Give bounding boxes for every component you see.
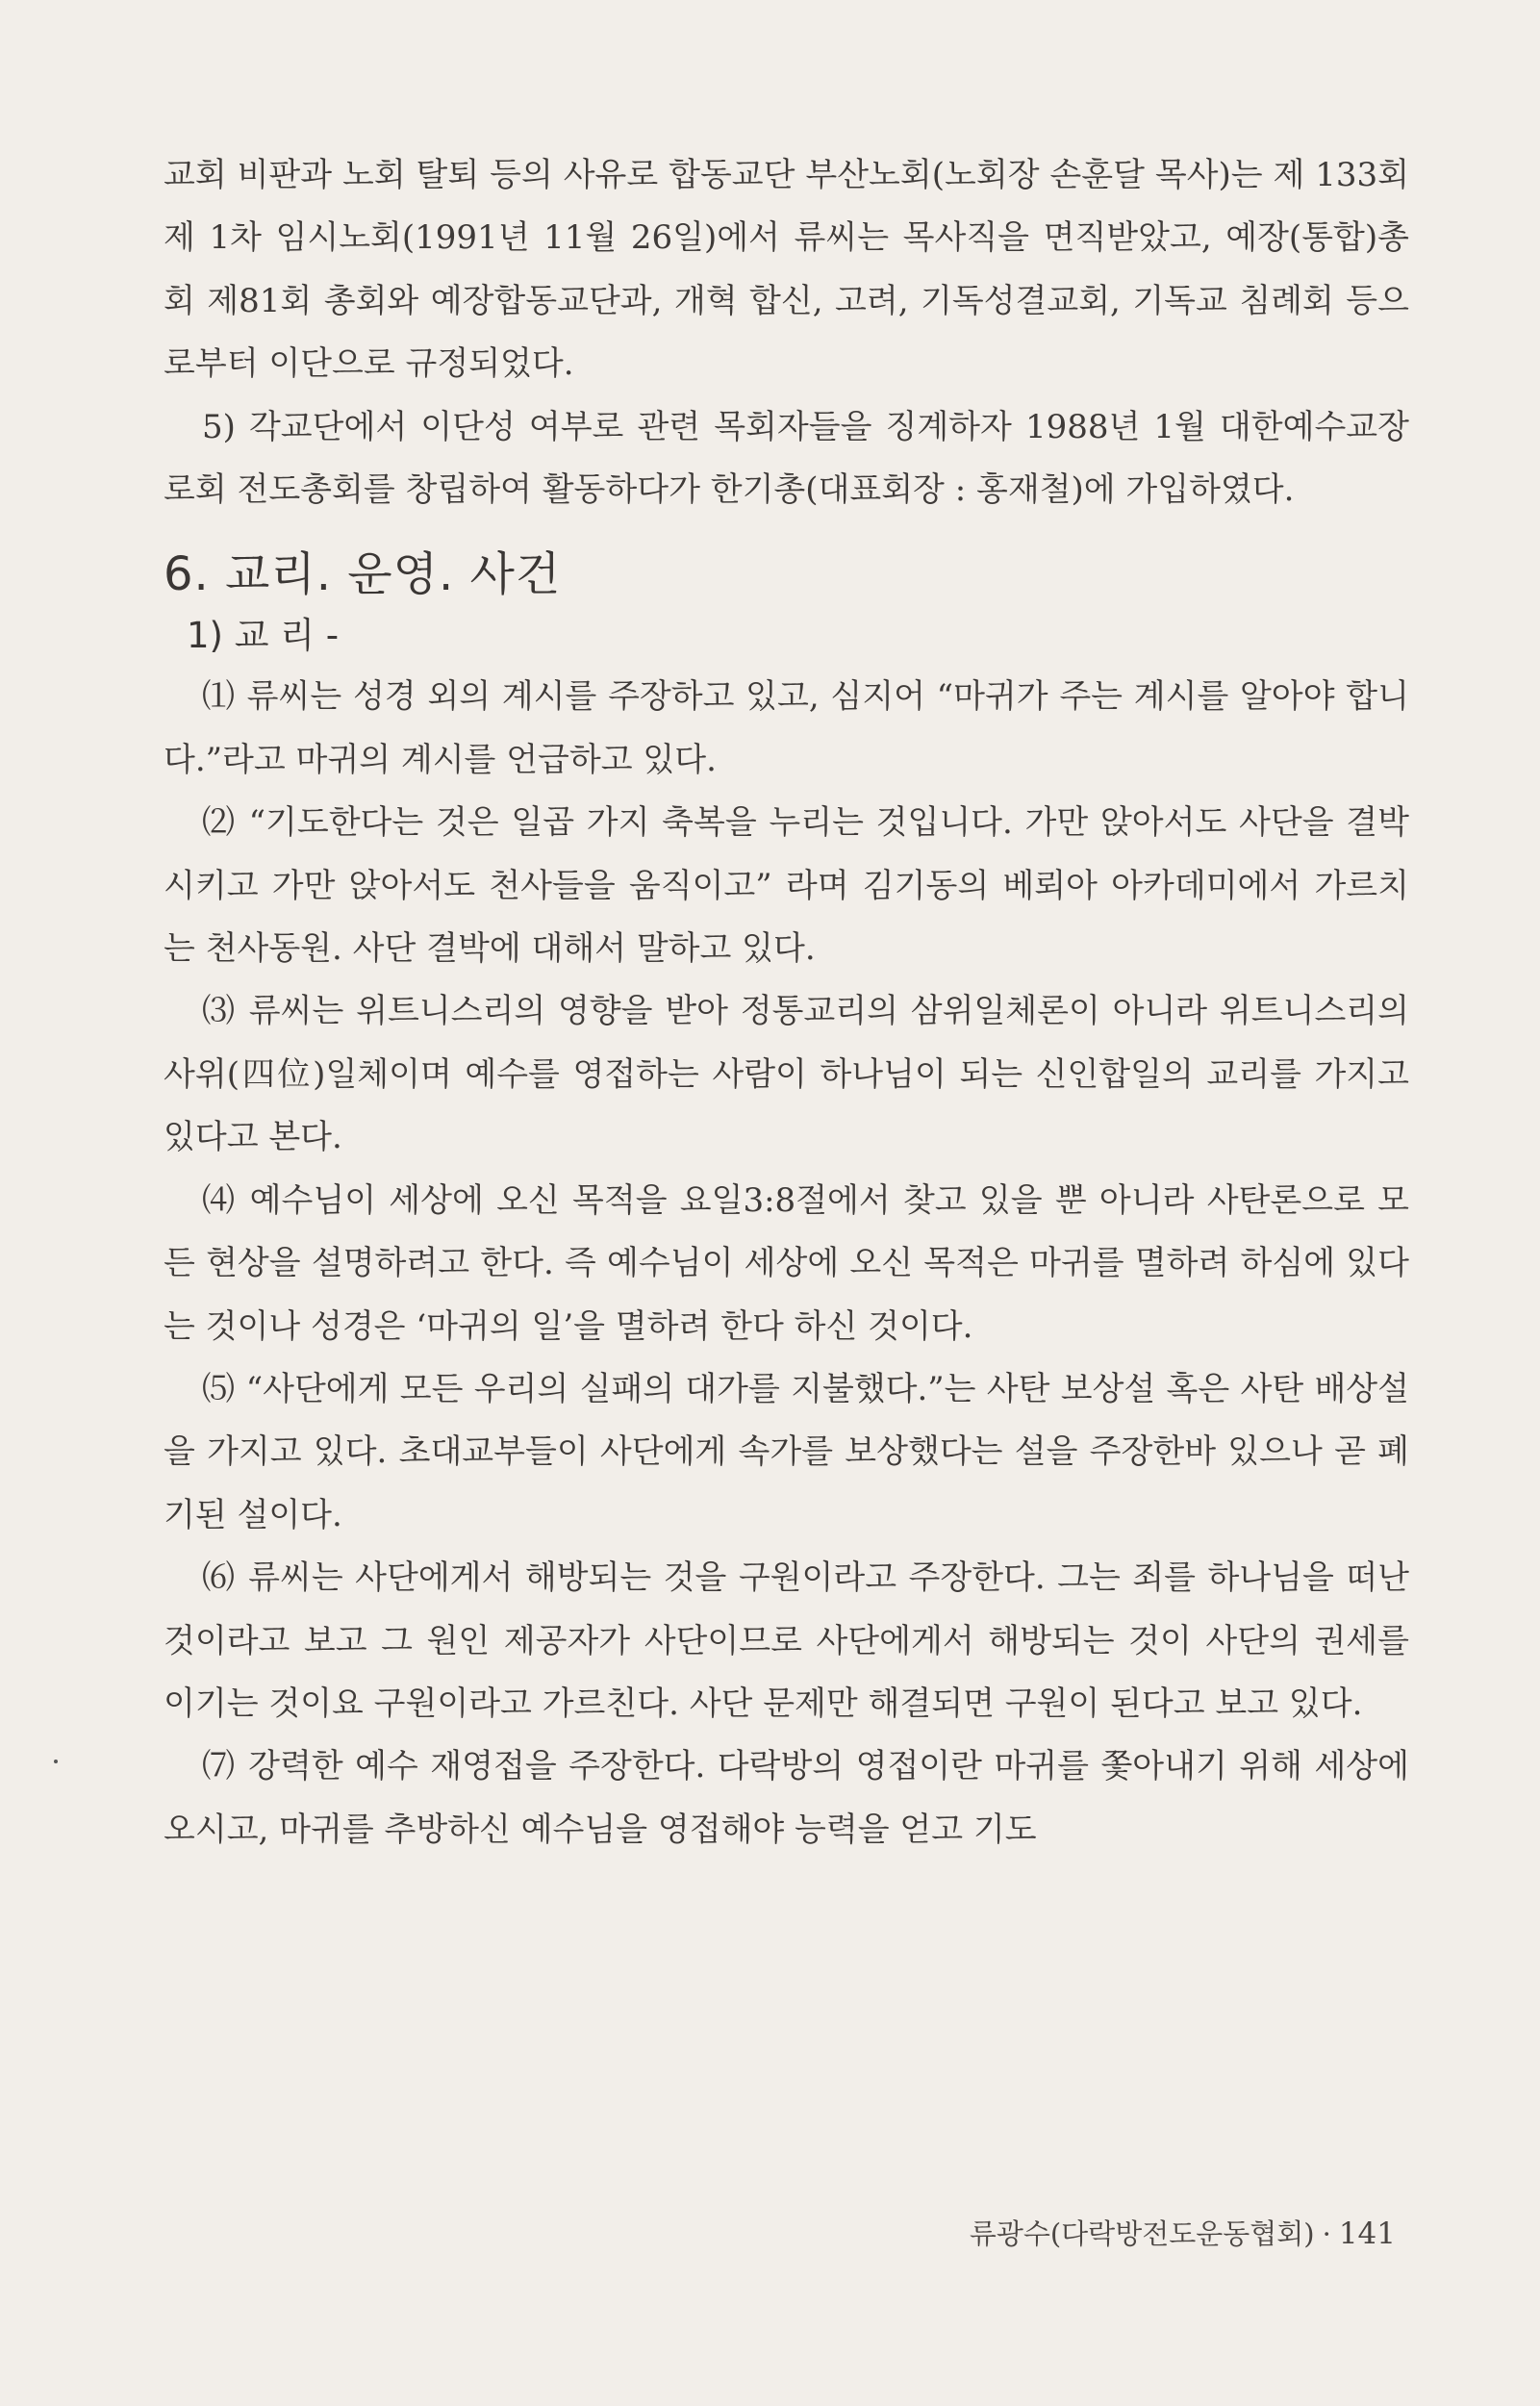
section-heading-block	[164, 543, 1409, 666]
doctrine-item-3: ⑶ 류씨는 위트니스리의 영향을 받아 정통교리의 삼위일체론이 아니라 위트니스리의 사위(四位)일체이며 예수를 영접하는 사람이 하나님이 되는 신인합일의 교리를 가지고 있다고 본다.	[164, 992, 1409, 1157]
section-title: 6. 교리. 운영. 사건	[164, 547, 562, 602]
page-footer	[970, 2213, 1396, 2252]
page-number: 141	[1338, 2216, 1396, 2251]
footer-separator: ·	[1322, 2217, 1331, 2250]
paragraph-excommunication: 교회 비판과 노회 탈퇴 등의 사유로 합동교단 부산노회(노회장 손훈달 목사)는 제 133회 제 1차 임시노회(1991년 11월 26일)에서 류씨는 목사직을 면직받았고, 예장(통합)총회 제81회 총회와 예장합동교단과, 개혁 합신, 고려, 기독성결교회, 기독교 침례회 등으로부터 이단으로 규정되었다.	[164, 156, 1409, 384]
doctrine-item-2: ⑵ “기도한다는 것은 일곱 가지 축복을 누리는 것입니다. 가만 앉아서도 사단을 결박시키고 가만 앉아서도 천사들을 움직이고” 라며 김기동의 베뢰아 아카데미에서 가르치는 천사동원. 사단 결박에 대해서 말하고 있다.	[164, 803, 1409, 969]
doctrine-item-7: ⑺ 강력한 예수 재영접을 주장한다. 다락방의 영접이란 마귀를 쫓아내기 위해 세상에 오시고, 마귀를 추방하신 예수님을 영접해야 능력을 얻고 기도	[164, 1747, 1409, 1849]
subsection-title: 1) 교 리 -	[187, 615, 340, 657]
doctrine-item-6: ⑹ 류씨는 사단에게서 해방되는 것을 구원이라고 주장한다. 그는 죄를 하나님을 떠난 것이라고 보고 그 원인 제공자가 사단이므로 사단에게서 해방되는 것이 사단의 권세를 이기는 것이요 구원이라고 가르친다. 사단 문제만 해결되면 구원이 된다고 보고 있다.	[164, 1558, 1409, 1723]
doctrine-item-4: ⑷ 예수님이 세상에 오신 목적을 요일3:8절에서 찾고 있을 뿐 아니라 사탄론으로 모든 현상을 설명하려고 한다. 즉 예수님이 세상에 오신 목적은 마귀를 멸하려 하심에 있다는 것이나 성경은 ‘마귀의 일’을 멸하려 한다 하신 것이다.	[164, 1180, 1409, 1346]
doctrine-item-5: ⑸ “사단에게 모든 우리의 실패의 대가를 지불했다.”는 사탄 보상설 혹은 사탄 배상설을 가지고 있다. 초대교부들이 사단에게 속가를 보상했다는 설을 주장한바 있으나 곧 폐기된 설이다.	[164, 1369, 1409, 1534]
paragraph-item-5: 5) 각교단에서 이단성 여부로 관련 목회자들을 징계하자 1988년 1월 대한예수교장로회 전도총회를 창립하여 활동하다가 한기총(대표회장 : 홍재철)에 가입하였다.	[164, 407, 1409, 510]
scan-speck	[54, 1760, 58, 1763]
running-title: 류광수(다락방전도운동협회)	[969, 2217, 1315, 2250]
doctrine-item-1: ⑴ 류씨는 성경 외의 계시를 주장하고 있고, 심지어 “마귀가 주는 계시를 알아야 합니다.”라고 마귀의 계시를 언급하고 있다.	[164, 677, 1409, 779]
page-body	[164, 144, 1409, 1861]
